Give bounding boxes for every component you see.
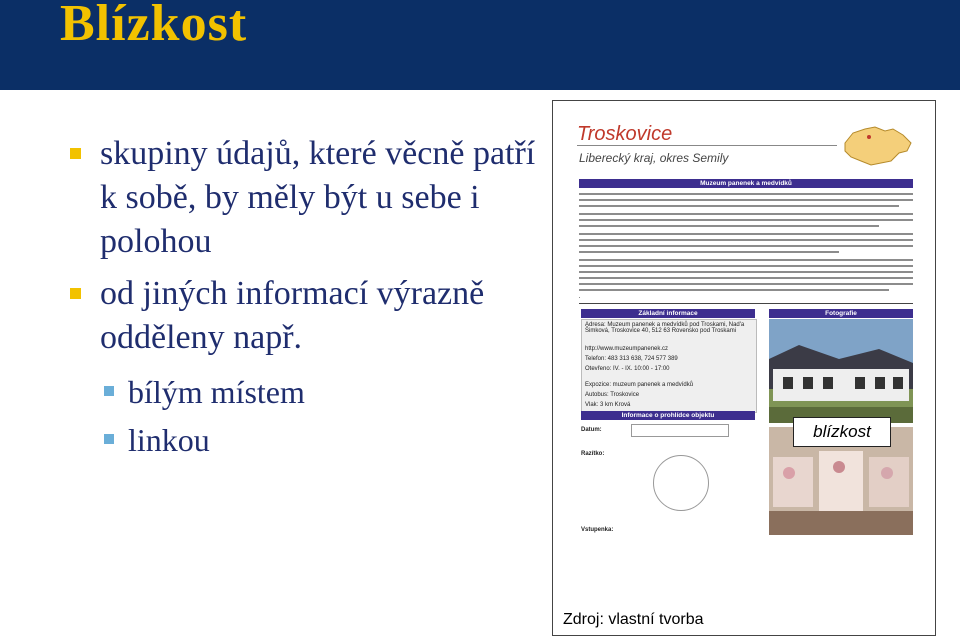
doc-divider bbox=[577, 145, 837, 146]
slide-title: Blízkost bbox=[60, 0, 248, 52]
bullet-square-icon bbox=[70, 148, 81, 159]
bullet-text: skupiny údajů, které věcně patří k sobě, by měly být u sebe i polohou bbox=[100, 135, 536, 260]
czech-map-icon bbox=[841, 123, 913, 169]
info-row: Telefon: 483 313 638, 724 577 389 bbox=[585, 356, 678, 362]
info-row: Expozice: muzeum panenek a medvídků bbox=[585, 382, 694, 388]
form-label-stamp: Razítko: bbox=[581, 451, 605, 457]
bullet-list bbox=[68, 132, 558, 464]
doc-subtitle: Liberecký kraj, okres Semily bbox=[579, 151, 729, 165]
sub-bullet-item bbox=[68, 368, 558, 416]
section-bar-photo: Fotografie bbox=[769, 309, 913, 318]
bullet-square-icon bbox=[70, 288, 81, 299]
museum-building-photo bbox=[769, 319, 913, 423]
info-row: Autobus: Troskovice bbox=[585, 392, 640, 398]
bullet-text: od jiných informací výrazně odděleny např. bbox=[100, 275, 485, 356]
example-document bbox=[552, 100, 936, 636]
sub-bullet-square-icon bbox=[104, 386, 114, 396]
info-row: Vlak: 3 km Krová bbox=[585, 402, 631, 408]
date-field bbox=[631, 424, 729, 437]
doc-title: Troskovice bbox=[577, 123, 673, 145]
slide-header bbox=[0, 0, 960, 90]
sub-bullet-square-icon bbox=[104, 434, 114, 444]
sub-bullet-text: bílým místem bbox=[128, 374, 305, 410]
proximity-callout: blízkost bbox=[793, 417, 891, 447]
section-bar-visit: Informace o prohlídce objektu bbox=[581, 411, 755, 420]
section-bar-museum: Muzeum panenek a medvídků bbox=[579, 179, 913, 188]
info-row: Adresa: Muzeum panenek a medvídků pod Troskami, Nad'a Šimková, Troskovice 40, 512 63 Rovensko pod Troskami bbox=[585, 322, 745, 334]
form-label-ticket: Vstupenka: bbox=[581, 527, 614, 533]
sub-bullet-text: linkou bbox=[128, 422, 210, 458]
form-label-date: Datum: bbox=[581, 427, 602, 433]
bullet-item bbox=[68, 132, 558, 264]
stamp-circle bbox=[653, 455, 709, 511]
section-bar-basic: Základní informace bbox=[581, 309, 755, 318]
source-caption: Zdroj: vlastní tvorba bbox=[563, 611, 704, 628]
info-box bbox=[581, 319, 757, 413]
sub-bullet-item bbox=[68, 416, 558, 464]
info-row: Otevřeno: IV. - IX. 10:00 - 17:00 bbox=[585, 366, 670, 372]
info-row: http://www.muzeumpanenek.cz bbox=[585, 346, 669, 352]
bullet-item bbox=[68, 272, 558, 360]
